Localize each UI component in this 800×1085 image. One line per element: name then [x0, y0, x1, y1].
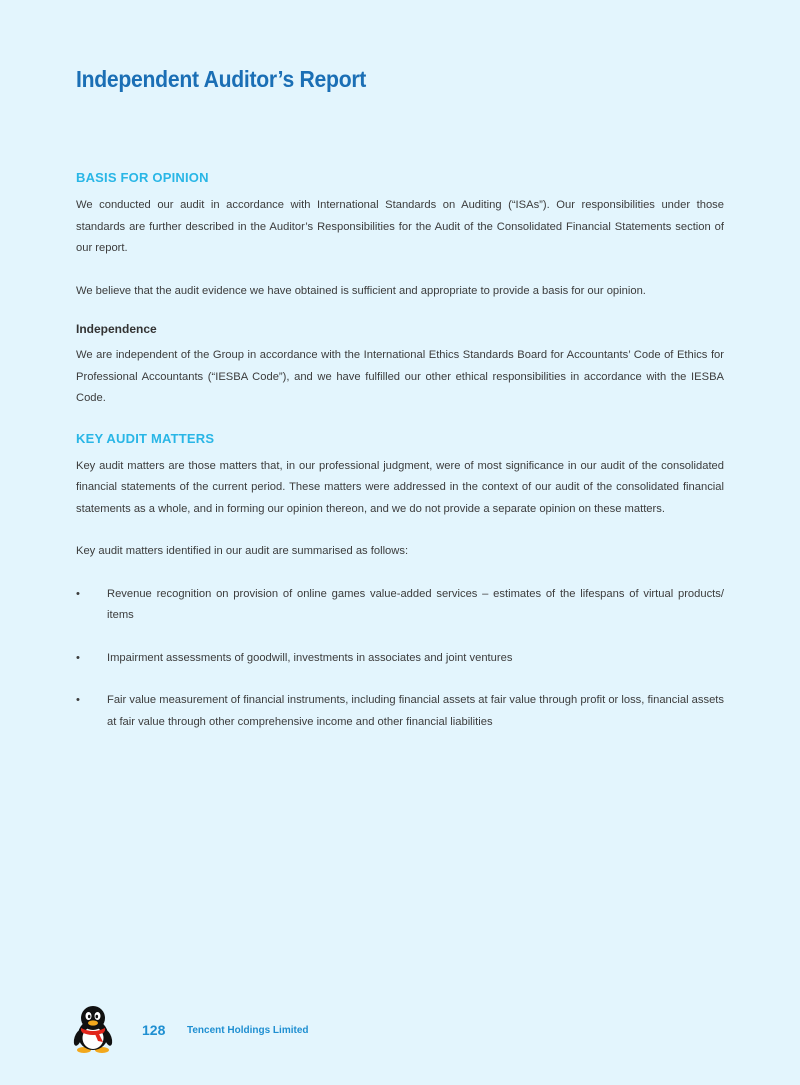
independence-paragraph: We are independent of the Group in accordance with the International Ethics Standards Board for Accountants’ Code of Ethics for Professional Accountants (“IESBA Code”), and we have fulfilled our other ethical responsibilities in accordance with the IESBA Code. [76, 349, 724, 404]
page-title: Independent Auditor’s Report [76, 66, 367, 92]
report-body [76, 170, 724, 754]
page-number: 128 [142, 1022, 166, 1038]
section-heading-basis-for-opinion: BASIS FOR OPINION [76, 170, 209, 185]
key-audit-matters-list [76, 584, 724, 734]
section-heading-key-audit-matters: KEY AUDIT MATTERS [76, 430, 215, 446]
basis-paragraph-2: We believe that the audit evidence we have obtained is sufficient and appropriate to provide a basis for our opinion. [76, 284, 646, 297]
list-item-text: Fair value measurement of financial instruments, including financial assets at fair value through profit or loss, financial assets at fair value through other comprehensive income and other financial liabilities [107, 694, 724, 728]
kam-paragraph-2: Key audit matters identified in our audit are summarised as follows: [76, 545, 409, 557]
list-item [76, 584, 724, 627]
bullet-icon: • [76, 694, 80, 706]
bullet-icon: • [76, 587, 80, 600]
penguin-mascot-icon [72, 1004, 114, 1054]
list-item-text: Impairment assessments of goodwill, investments in associates and joint ventures [107, 651, 513, 664]
kam-paragraph-1: Key audit matters are those matters that, in our professional judgment, were of most significance in our audit of the consolidated financial statements of the current period. These matters were addressed in the context of our audit of the consolidated financial statements as a whole, and in forming our opinion thereon, and we do not provide a separate opinion on these matters. [76, 459, 724, 515]
bullet-icon: • [76, 651, 80, 664]
list-item [76, 648, 724, 670]
list-item [76, 690, 724, 733]
sub-heading-independence: Independence [76, 322, 157, 336]
list-item-text: Revenue recognition on provision of online games value-added services – estimates of the lifespans of virtual products/ items [107, 587, 724, 621]
company-name: Tencent Holdings Limited [187, 1025, 309, 1036]
basis-paragraph-1: We conducted our audit in accordance with International Standards on Auditing (“ISAs”). Our responsibilities under those standards are further described in the Auditor’s Responsibilities for the Audit of the Consolidated Financial Statements section of our report. [76, 199, 724, 254]
page-footer [72, 1004, 472, 1054]
